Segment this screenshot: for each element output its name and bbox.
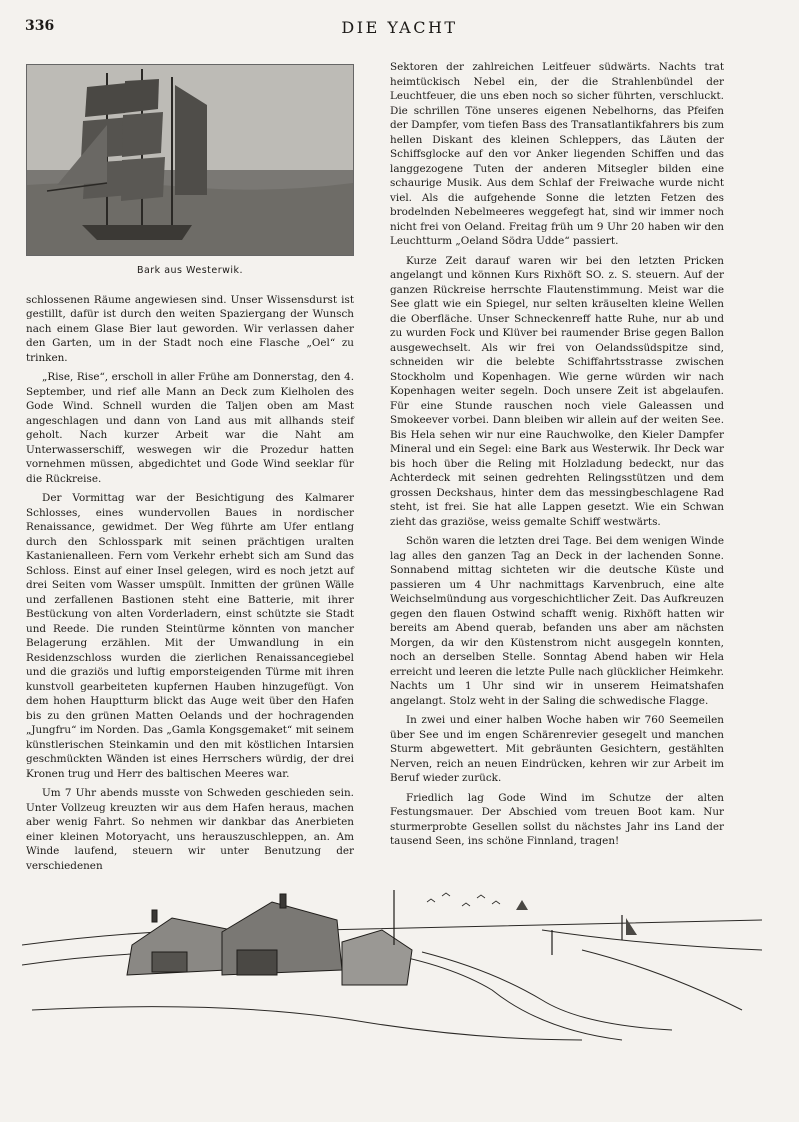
paragraph: schlossenen Räume angewiesen sind. Unser Wissensdurst ist gestillt, dafür ist durch den weiten Spaziergang der Wunsch nach einem Glase Bier laut geworden. Wir verlassen daher den Garten, um in der Stadt noch eine Flasche „Oel“ zu trinken. xyxy=(26,293,354,364)
paragraph: Sektoren der zahlreichen Leitfeuer südwärts. Nachts trat heimtückisch Nebel ein, der die Strahlenbündel der Leuchtfeuer, die uns eben noch so sicher führten, verschluckt. Die schrillen Töne unseres eigenen Nebelhorns, das Pfeifen der Dampfer, vom tiefen Bass des Transatlantikfahrers bis zum hellen Diskant des kleinen Schleppers, das Läuten der Schiffsglocke auf den vor Anker liegenden Schiffen und das langgezogene Tuten der anderen Mitsegler bilden eine schaurige Musik. Aus dem Schlaf der Freiwache wurde nicht viel. Als die aufgehende Sonne die letzten Fetzen des brodelnden Nebelmeeres weggefegt hat, sind wir immer noch nicht frei von Oeland. Freitag früh um 9 Uhr 20 haben wir den Leuchtturm „Oeland Södra Udde“ passiert. xyxy=(390,61,724,247)
paragraph: „Rise, Rise“, erscholl in aller Frühe am Donnerstag, den 4. September, und rief alle Mann an Deck zum Kielholen des Gode Wind. Schnell wurden die Taljen oben am Mast angeschlagen und dann von Land aus mit allhands steif geholt. Nach kurzer Arbeit war die Naht am Unterwasserschiff, weswegen wir die Prozedur hatten vornehmen müssen, abgedichtet und Gode Wind seeklar für die Rückreise. xyxy=(26,371,354,485)
running-head: DIE YACHT xyxy=(341,18,458,37)
paragraph: Friedlich lag Gode Wind im Schutze der alten Festungsmauer. Der Abschied vom treuen Boot kam. Nur sturmerprobte Gesellen sollst du nächstes Jahr ins Land der tausend Seen, ins schöne Finnland, tragen! xyxy=(390,791,724,847)
page-number: 336 xyxy=(25,18,55,34)
paragraph: Um 7 Uhr abends musste von Schweden geschieden sein. Unter Vollzeug kreuzten wir aus dem Hafen heraus, machen aber wenig Fahrt. So nehmen wir dankbar das Anerbieten einer kleinen Motoryacht, uns herauszuschleppen, an. Am Winde laufend, steuern wir unter Benutzung der verschiedenen xyxy=(26,787,354,872)
bark-photograph xyxy=(26,64,354,256)
paragraph: Schön waren die letzten drei Tage. Bei dem wenigen Winde lag alles den ganzen Tag an Deck in der lachenden Sonne. Sonnabend mittag sichteten wir die deutsche Küste und passieren um 4 Uhr nachmittags Karvenbruch, eine alte Weichselmündung aus vorgeschichtlicher Zeit. Das Aufkreuzen gegen den flauen Ostwind schafft wenig. Rixhöft hatten wir bereits am Abend querab, befanden uns aber am nächsten Morgen, da wir den Küstenstrom nicht ausgegeln konnten, noch an derselben Stelle. Sonntag Abend haben wir Hela erreicht und leeren die letzte Pulle nach glücklicher Heimkehr. Nachts um 1 Uhr sind wir in unserem Heimatshafen angelangt. Stolz weht in der Saling die schwedische Flagge. xyxy=(390,535,724,707)
right-column xyxy=(390,60,724,854)
paragraph: Der Vormittag war der Besichtigung des Kalmarer Schlosses, eines wundervollen Baues in nordischer Renaissance, gewidmet. Der Weg führte am Ufer entlang durch den Schlosspark mit seinen prächtigen uralten Kastanienalleen. Fern vom Verkehr erhebt sich am Sund das Schloss. Einst auf einer Insel gelegen, wird es noch jetzt auf drei Seiten vom Wasser umspült. Inmitten der grünen Wälle und zerfallenen Bastionen steht eine Batterie, mit ihrer Bestückung von alten Vorderladern, einst schützte sie Stadt und Reede. Die runden Steintürme könnten von mancher Belagerung erzählen. Mit der Umwandlung in ein Residenzschloss wurden die zierlichen Renaissancegiebel und die graziös und luftig emporsteigenden Türme mit ihren kunstvoll gearbeiteten kupfernen Hauben hinzugefügt. Von dem hohen Hauptturm blickt das Auge weit über den Hafen bis zu den grünen Matten Oelands und der hochragenden „Jungfru“ im Norden. Das „Gamla Kongsgemaket“ mit seinem künstlerischen Steinkamin und den mit köstlichen Intarsien geschmückten Wänden ist eines Herrschers würdig, der drei Kronen trug und Herr des baltischen Meeres war. xyxy=(26,492,354,780)
photo-caption: Bark aus Westerwik. xyxy=(136,265,244,276)
ship-image xyxy=(27,65,353,255)
paragraph: In zwei und einer halben Woche haben wir 760 Seemeilen über See und im engen Schärenrevier gesegelt und manchen Sturm abgewettert. Mit gebräunten Gesichtern, gestählten Nerven, reich an neuen Eindrücken, kehren wir zur Arbeit im Beruf wieder zurück. xyxy=(390,714,724,784)
harbour-sketch xyxy=(22,890,762,1050)
left-column xyxy=(26,60,354,878)
paragraph: Kurze Zeit darauf waren wir bei den letzten Pricken angelangt und können Kurs Rixhöft SO. z. S. steuern. Auf der ganzen Rückreise herrschte Flautenstimmung. Meist war die See glatt wie ein Spiegel, nur selten kräuselten kleine Wellen die Oberfläche. Unser Schneckenreff hatte Ruhe, nur ab und zu wurden Fock und Klüver bei raumender Brise gegen Ballon ausgewechselt. Als wir frei von Oelandssüdspitze sind, schneiden wir die belebte Schiffahrtsstrasse zwischen Stockholm und Kopenhagen. Wie gerne würden wir nach Kopenhagen weiter segeln. Doch unsere Zeit ist abgelaufen. Für eine Stunde rauschen noch viele Galeassen und Smokeever vorbei. Dann bleiben wir allein auf der weiten See. Bis Hela sehen wir nur eine Rauchwolke, den Kieler Dampfer Mineral und ein Segel: eine Bark aus Westerwik. Ihr Deck war bis hoch über die Reling mit Holzladung bedeckt, nur das Achterdeck mit seinen gedrehten Relingsstützen und dem grossen Deckshaus, hinter dem das messingbeschlagene Rad steht, ist frei. Sie hat alle Lappen gesetzt. Wie ein Schwan zieht das graziöse, weiss gemalte Schiff westwärts. xyxy=(390,254,724,528)
fisher-huts xyxy=(127,894,412,985)
